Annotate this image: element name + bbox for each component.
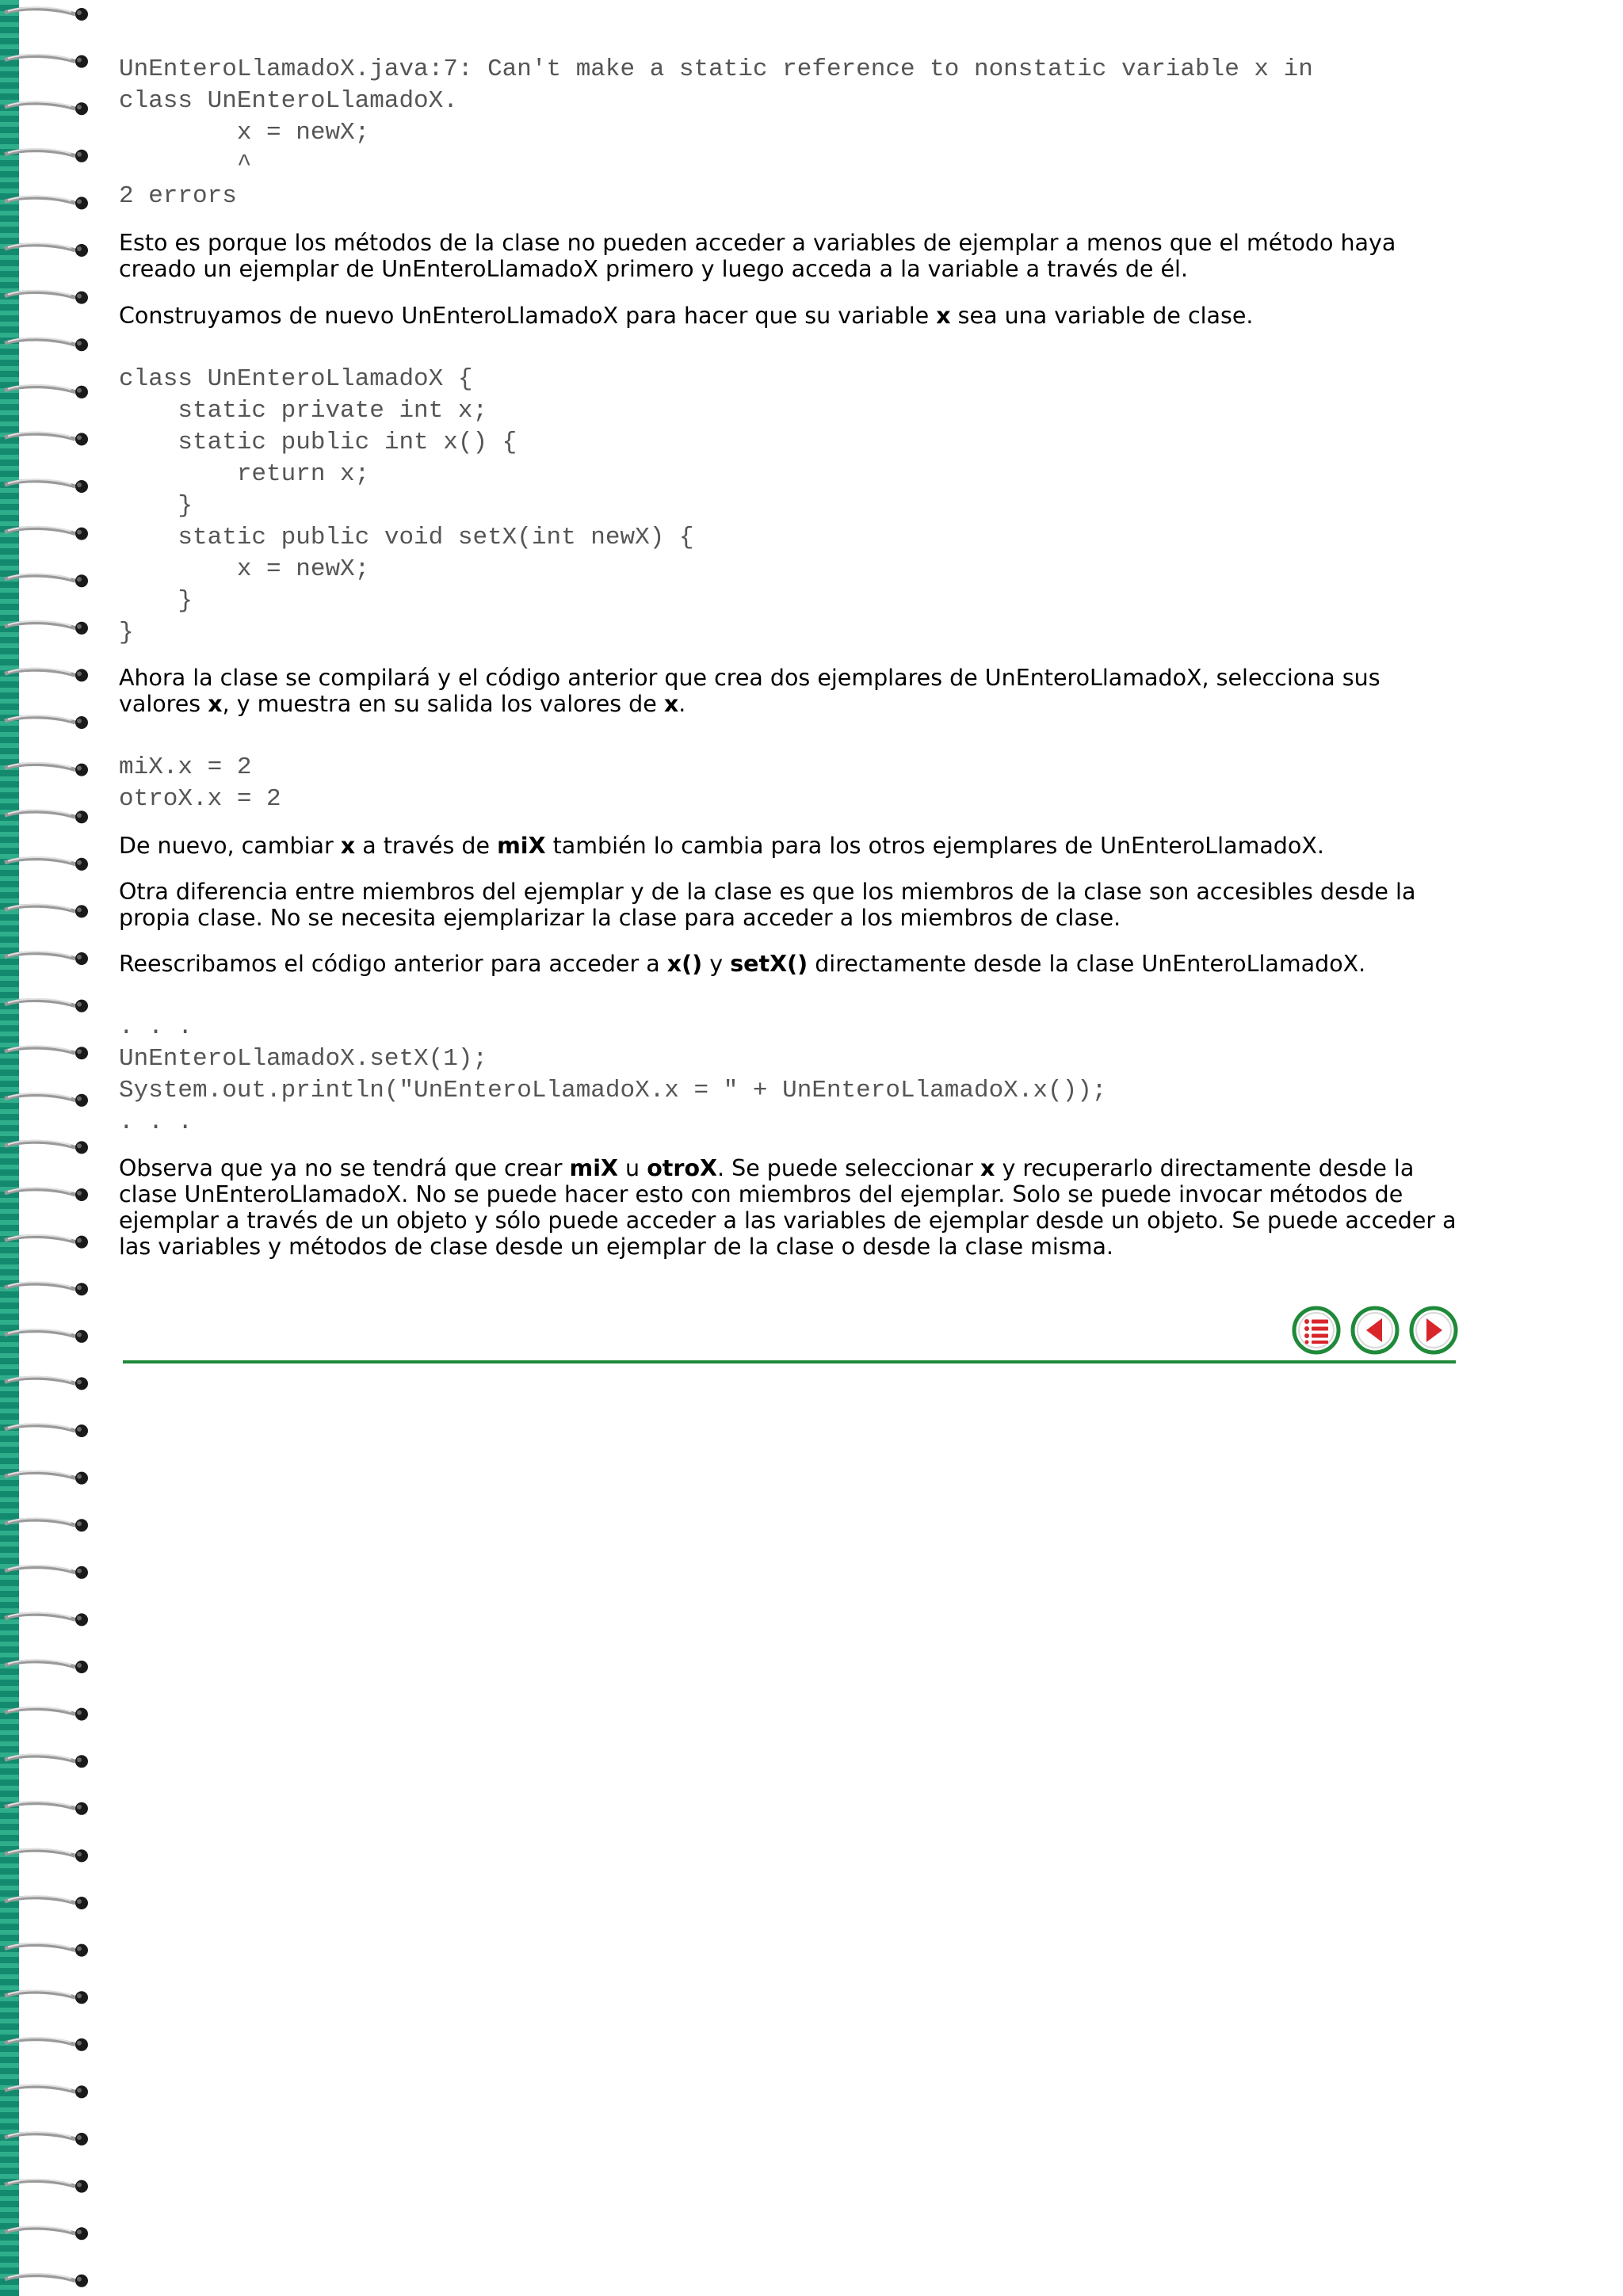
- page-content: [119, 54, 1458, 1260]
- spiral-binding: [0, 0, 103, 2296]
- paragraph-rebuild: Construyamos de nuevo UnEnteroLlamadoX para hacer que su variable x sea una variable de clase.: [119, 303, 1254, 329]
- paragraph-compile: Ahora la clase se compilará y el código anterior que crea dos ejemplares de UnEnteroLlamadoX, selecciona sus valores x, y muestra en su salida los valores de x.: [119, 665, 1381, 717]
- paragraph-difference: Otra diferencia entre miembros del ejemplar y de la clase es que los miembros de la clase son accesibles desde la propia clase. No se necesita ejemplarizar la clase para acceder a los miembros de clase.: [119, 879, 1416, 931]
- navigation-bar: [119, 1306, 1458, 1369]
- compiler-error-output: UnEnteroLlamadoX.java:7: Can't make a static reference to nonstatic variable x in class UnEnteroLlamadoX. x = newX; ^ 2 errors: [119, 55, 1313, 210]
- contents-icon[interactable]: [1292, 1306, 1341, 1355]
- paragraph-explanation: Esto es porque los métodos de la clase no pueden acceder a variables de ejemplar a menos que el método haya creado un ejemplar de UnEnteroLlamadoX primero y luego acceda a la variable a través de él.: [119, 230, 1396, 282]
- program-output-block: miX.x = 2 otroX.x = 2: [119, 753, 281, 813]
- bottom-divider: [123, 1360, 1456, 1363]
- paragraph-rewrite: Reescribamos el código anterior para acceder a x() y setX() directamente desde la clase UnEnteroLlamadoX.: [119, 951, 1366, 977]
- previous-icon[interactable]: [1350, 1306, 1400, 1355]
- paragraph-observation: Observa que ya no se tendrá que crear miX u otroX. Se puede seleccionar x y recuperarlo directamente desde la clase UnEnteroLlamadoX. No se puede hacer esto con miembros del ejemplar. Solo se puede invocar métodos de ejemplar a través de un objeto y sólo puede acceder a las variables de ejemplar desde un objeto. Se puede acceder a las variables y métodos de clase desde un ejemplar de la clase o desde la clase misma.: [119, 1155, 1457, 1260]
- next-icon[interactable]: [1409, 1306, 1458, 1355]
- class-code-block: class UnEnteroLlamadoX { static private int x; static public int x() { return x; } static public void setX(int newX) { x = newX; } }: [119, 365, 694, 646]
- static-call-code-block: . . . UnEnteroLlamadoX.setX(1); System.out.println("UnEnteroLlamadoX.x = " + UnEnteroLlamadoX.x()); . . .: [119, 1013, 1107, 1136]
- paragraph-change-x: De nuevo, cambiar x a través de miX también lo cambia para los otros ejemplares de UnEnteroLlamadoX.: [119, 833, 1324, 859]
